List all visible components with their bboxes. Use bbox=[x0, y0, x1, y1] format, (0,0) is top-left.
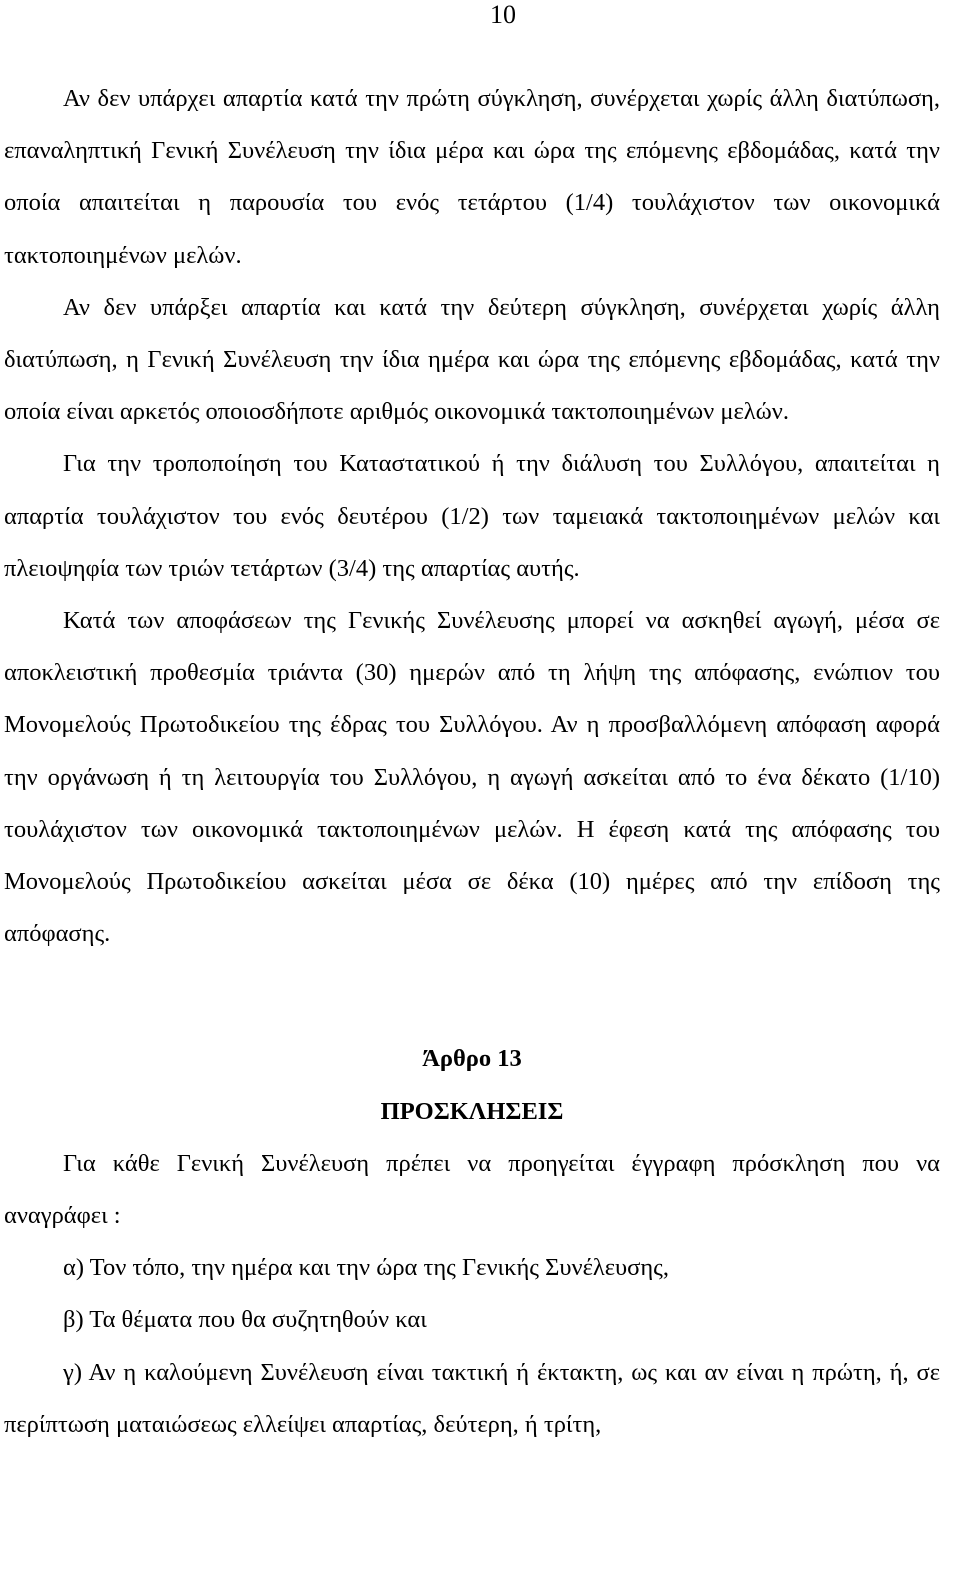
article-title: ΠΡΟΣΚΛΗΣΕΙΣ bbox=[380, 1097, 564, 1125]
list-item: γ) Αν η καλούμενη Συνέλευση είναι τακτική ή έκτακτη, ως και αν είναι η πρώτη, ή, σε περίπτωση ματαιώσεως ελλείψει απαρτίας, δεύτερη, ή τρίτη, bbox=[4, 1358, 940, 1438]
paragraph-quorum-second-meeting: Αν δεν υπάρχει απαρτία κατά την πρώτη σύγκληση, συνέρχεται χωρίς άλλη διατύπωση, επαναληπτική Γενική Συνέλευση την ίδια μέρα και ώρα της επόμενης εβδομάδας, κατά την οποία απαιτείται η παρουσία του ενός τετάρτου (1/4) τουλάχιστον των οικονομικά τακτοποιημένων μελών. bbox=[4, 85, 940, 269]
paragraph-legal-challenge: Κατά των αποφάσεων της Γενικής Συνέλευσης μπορεί να ασκηθεί αγωγή, μέσα σε αποκλειστική προθεσμία τριάντα (30) ημερών από τη λήψη της απόφασης, ενώπιον του Μονομελούς Πρωτοδικείου της έδρας του Συλλόγου. Αν η προσβαλλόμενη απόφαση αφορά την οργάνωση ή τη λειτουργία του Συλλόγου, η αγωγή ασκείται από το ένα δέκατο (1/10) τουλάχιστον των οικονομικά τακτοποιημένων μελών. Η έφεση κατά της απόφασης του Μονομελούς Πρωτοδικείου ασκείται μέσα σε δέκα (10) ημέρες από την επίδοση της απόφασης. bbox=[4, 607, 940, 948]
list-item: β) Τα θέματα που θα συζητηθούν και bbox=[63, 1306, 427, 1334]
article-intro: Για κάθε Γενική Συνέλευση πρέπει να προηγείται έγγραφη πρόσκληση που να αναγράφει : bbox=[4, 1149, 940, 1230]
article-number: Άρθρο 13 bbox=[422, 1045, 522, 1073]
invitation-requirements-list bbox=[4, 1242, 940, 1451]
paragraph-quorum-third-meeting: Αν δεν υπάρξει απαρτία και κατά την δεύτερη σύγκληση, συνέρχεται χωρίς άλλη διατύπωση, η Γενική Συνέλευση την ίδια ημέρα και ώρα της επόμενης εβδομάδας, κατά την οποία είναι αρκετός οποιοσδήποτε αριθμός οικονομικά τακτοποιημένων μελών. bbox=[4, 293, 940, 426]
document-body bbox=[4, 73, 940, 1451]
list-item: α) Τον τόπο, την ημέρα και την ώρα της Γενικής Συνέλευσης, bbox=[63, 1254, 670, 1282]
paragraph-statute-amendment: Για την τροποποίηση του Καταστατικού ή την διάλυση του Συλλόγου, απαιτείται η απαρτία τουλάχιστον του ενός δευτέρου (1/2) των ταμειακά τακτοποιημένων μελών και πλειοψηφία των τριών τετάρτων (3/4) της απαρτίας αυτής. bbox=[4, 450, 940, 582]
page-number: 10 bbox=[490, 0, 516, 29]
